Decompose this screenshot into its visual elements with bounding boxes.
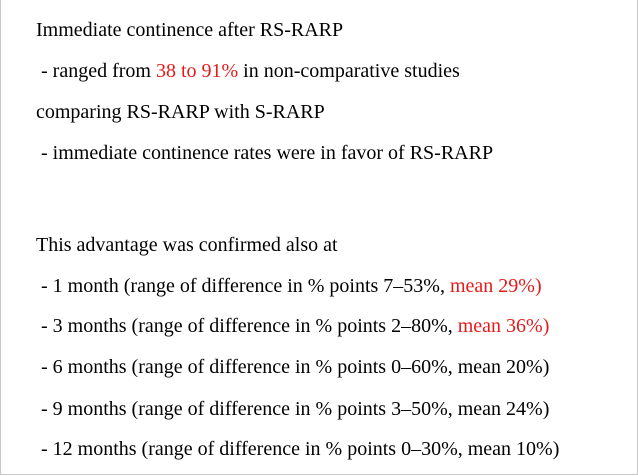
- list-item-6-months: [36, 355, 549, 379]
- list-item-9-months: [36, 397, 549, 421]
- list-item-text: - 9 months (range of difference in % points 3–50%, mean 24%): [36, 398, 550, 420]
- section2-bullet: [36, 141, 493, 165]
- list-item-1-month: [36, 274, 542, 298]
- section1-heading: [36, 18, 343, 42]
- list-item-highlight: mean 36%): [457, 315, 550, 337]
- list-item-highlight: mean 29%): [449, 275, 542, 297]
- section1-bullet-prefix: - ranged from: [36, 60, 156, 82]
- list-item-3-months: [36, 314, 549, 338]
- section1-bullet-suffix: in non-comparative studies: [238, 60, 460, 82]
- section2-heading: [36, 100, 325, 124]
- list-item-12-months: [36, 437, 559, 461]
- list-item-text: - 3 months (range of difference in % points 2–80%,: [36, 315, 458, 337]
- list-item-text: - 6 months (range of difference in % points 0–60%, mean 20%): [36, 356, 550, 378]
- list-item-text: - 12 months (range of difference in % points 0–30%, mean 10%): [36, 438, 560, 460]
- section2-heading-text: comparing RS-RARP with S-RARP: [36, 101, 325, 123]
- section2-bullet-text: - immediate continence rates were in favor of RS-RARP: [36, 142, 494, 164]
- section1-heading-text: Immediate continence after RS-RARP: [36, 19, 344, 41]
- list-item-text: - 1 month (range of difference in % points 7–53%,: [36, 275, 450, 297]
- section3-heading-text: This advantage was confirmed also at: [36, 234, 338, 256]
- section1-bullet-highlight: 38 to 91%: [155, 60, 239, 82]
- section3-heading: [36, 233, 338, 257]
- section1-bullet: [36, 59, 460, 83]
